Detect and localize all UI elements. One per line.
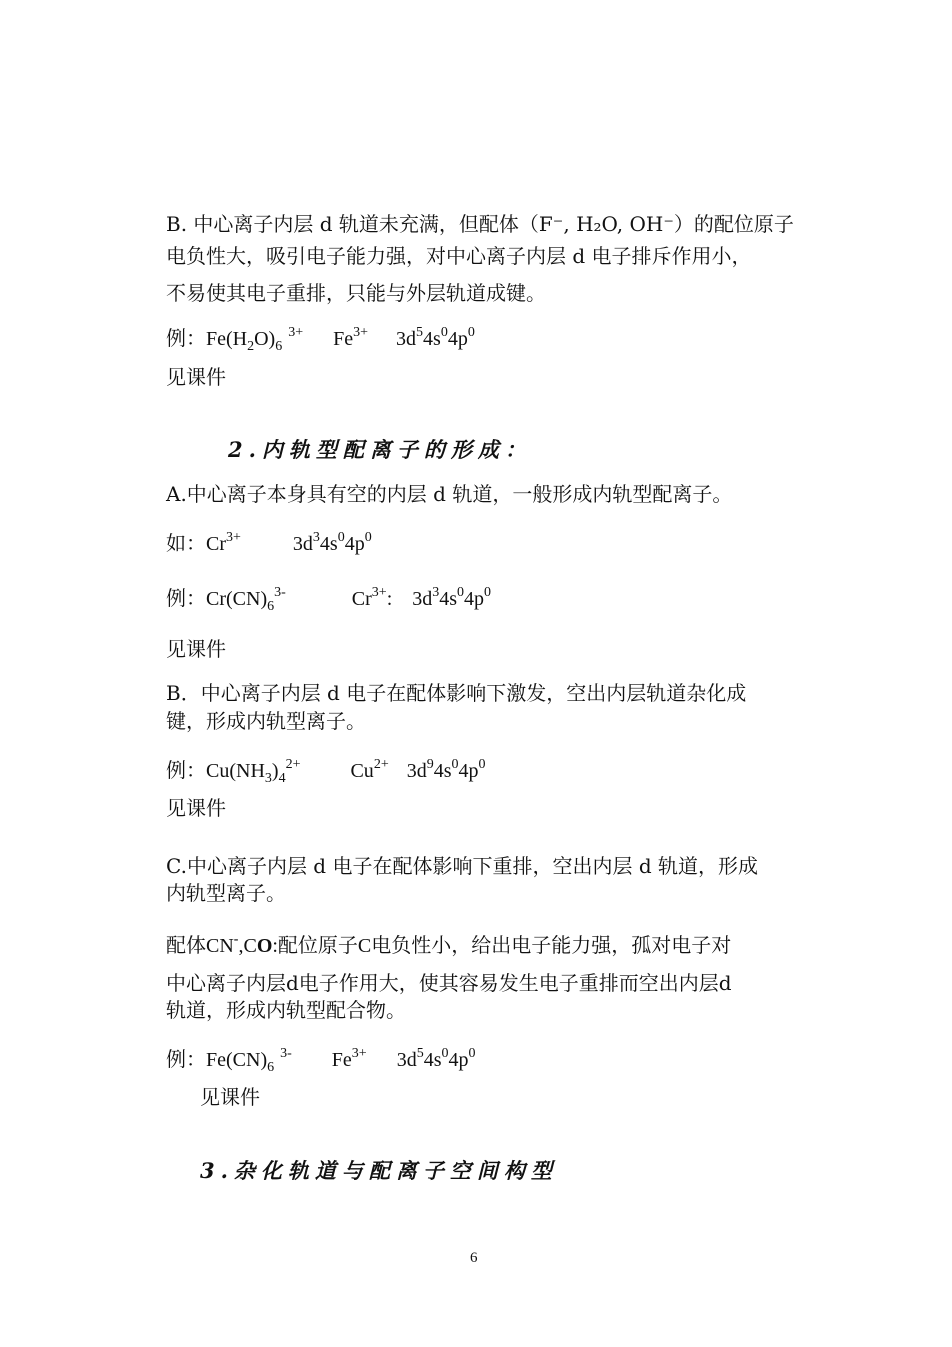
- see-courseware-1: 见课件: [166, 365, 226, 389]
- ligand-o: O: [256, 935, 273, 957]
- example-prefix: 例：: [166, 328, 206, 350]
- orbital: 3d: [412, 588, 433, 610]
- orbital: 4p: [447, 328, 468, 350]
- inner-c-example: [166, 1041, 475, 1081]
- ligand-description: :配位原子C电负性小，给出电子能力强，孤对电子对: [272, 935, 732, 957]
- outer-b-line2: 电负性大，吸引电子能力强，对中心离子内层 d 电子排斥作用小，: [166, 244, 752, 268]
- see-courseware-2: 见课件: [166, 637, 226, 661]
- electron-count: 5: [416, 325, 424, 340]
- inner-c-line1: C.中心离子内层 d 电子在配体影响下重排，空出内层 d 轨道，形成: [166, 854, 758, 878]
- orbital: 4p: [344, 533, 365, 555]
- subscript: 6: [267, 1060, 275, 1075]
- orbital: 4s: [319, 533, 338, 555]
- charge: 3-: [274, 585, 286, 600]
- section-heading-2: 2.内轨型配离子的形成：: [228, 437, 532, 462]
- inner-a-line1: A.中心离子本身具有空的内层 d 轨道，一般形成内轨型配离子。: [166, 482, 733, 506]
- subscript: 6: [275, 339, 283, 354]
- subscript: 6: [267, 599, 275, 614]
- electron-count: 0: [478, 757, 486, 772]
- ligand-charge: -: [233, 932, 239, 947]
- ligand-separator: ,C: [238, 935, 257, 957]
- electron-count: 0: [440, 325, 448, 340]
- orbital: 4s: [423, 328, 441, 350]
- colon: :: [386, 588, 393, 610]
- charge: 2+: [285, 757, 301, 772]
- ion-charge: 2+: [373, 757, 389, 772]
- ion-charge: 3+: [351, 1046, 367, 1061]
- electron-count: 0: [441, 1046, 449, 1061]
- complex-formula: Cr(CN): [206, 588, 268, 610]
- outer-b-line1: B. 中心离子内层 d 轨道未充满，但配体（F⁻, H₂O, OH⁻）的配位原子: [166, 212, 794, 236]
- subscript: 3: [264, 771, 272, 786]
- example-prefix: 例：: [166, 588, 206, 610]
- page-number: 6: [470, 1250, 478, 1266]
- complex-formula: Fe(CN): [206, 1049, 268, 1071]
- ion-charge: 3+: [371, 585, 387, 600]
- electron-count: 0: [468, 1046, 476, 1061]
- electron-count: 0: [484, 585, 492, 600]
- orbital: 4s: [439, 588, 458, 610]
- charge: 3-: [280, 1046, 292, 1061]
- inner-c-line4: 中心离子内层d电子作用大，使其容易发生电子重排而空出内层d: [166, 971, 732, 995]
- electron-count: 3: [312, 530, 320, 545]
- electron-count: 0: [364, 530, 372, 545]
- electron-count: 0: [457, 585, 465, 600]
- ion-charge: 3+: [226, 530, 241, 545]
- orbital: 3d: [406, 760, 427, 782]
- inner-b-example: [166, 752, 486, 792]
- ion: Cr: [351, 588, 372, 610]
- see-courseware-3: 见课件: [166, 796, 226, 820]
- ligand-cn: CN: [206, 935, 234, 957]
- complex-formula-mid: O): [254, 328, 276, 350]
- inner-c-line5: 轨道，形成内轨型配合物。: [166, 998, 406, 1022]
- section-heading-3: 3.杂化轨道与配离子空间构型: [200, 1158, 558, 1183]
- electron-count: 3: [432, 585, 440, 600]
- ion: Fe: [333, 328, 354, 350]
- electron-count: 0: [467, 325, 475, 340]
- charge: 3+: [288, 325, 304, 340]
- inner-b-line1: B．中心离子内层 d 电子在配体影响下激发，空出内层轨道杂化成: [166, 681, 747, 705]
- ion: Cu: [350, 760, 374, 782]
- inner-a-example1: [166, 525, 372, 557]
- electron-count: 5: [416, 1046, 424, 1061]
- orbital: 4p: [458, 760, 479, 782]
- subscript: 4: [278, 771, 286, 786]
- complex-formula: Cu(NH: [206, 760, 265, 782]
- orbital: 3d: [396, 1049, 417, 1071]
- example-prefix: 例：: [166, 1049, 206, 1071]
- electron-count: 0: [451, 757, 459, 772]
- orbital: 4s: [433, 760, 452, 782]
- inner-c-line2: 内轨型离子。: [166, 881, 286, 905]
- inner-a-example2: [166, 580, 491, 620]
- orbital: 3d: [396, 328, 417, 350]
- example-prefix: 如：: [166, 533, 206, 555]
- ion: Fe: [331, 1049, 352, 1071]
- orbital: 4p: [464, 588, 485, 610]
- outer-b-example: [166, 320, 475, 360]
- outer-b-line3: 不易使其电子重排，只能与外层轨道成键。: [166, 281, 546, 305]
- inner-c-ligand-line: [166, 927, 731, 959]
- orbital: 4p: [448, 1049, 469, 1071]
- electron-count: 9: [426, 757, 434, 772]
- orbital: 4s: [423, 1049, 442, 1071]
- inner-b-line2: 键，形成内轨型离子。: [166, 709, 366, 733]
- electron-count: 0: [337, 530, 345, 545]
- ion-charge: 3+: [353, 325, 369, 340]
- complex-formula-mid: ): [271, 760, 279, 782]
- example-prefix: 例：: [166, 760, 206, 782]
- ligand-prefix: 配体: [166, 935, 206, 957]
- subscript: 2: [247, 339, 255, 354]
- complex-formula: Fe(H: [206, 328, 248, 350]
- see-courseware-4: 见课件: [200, 1085, 260, 1109]
- orbital: 3d: [292, 533, 313, 555]
- ion: Cr: [206, 533, 226, 555]
